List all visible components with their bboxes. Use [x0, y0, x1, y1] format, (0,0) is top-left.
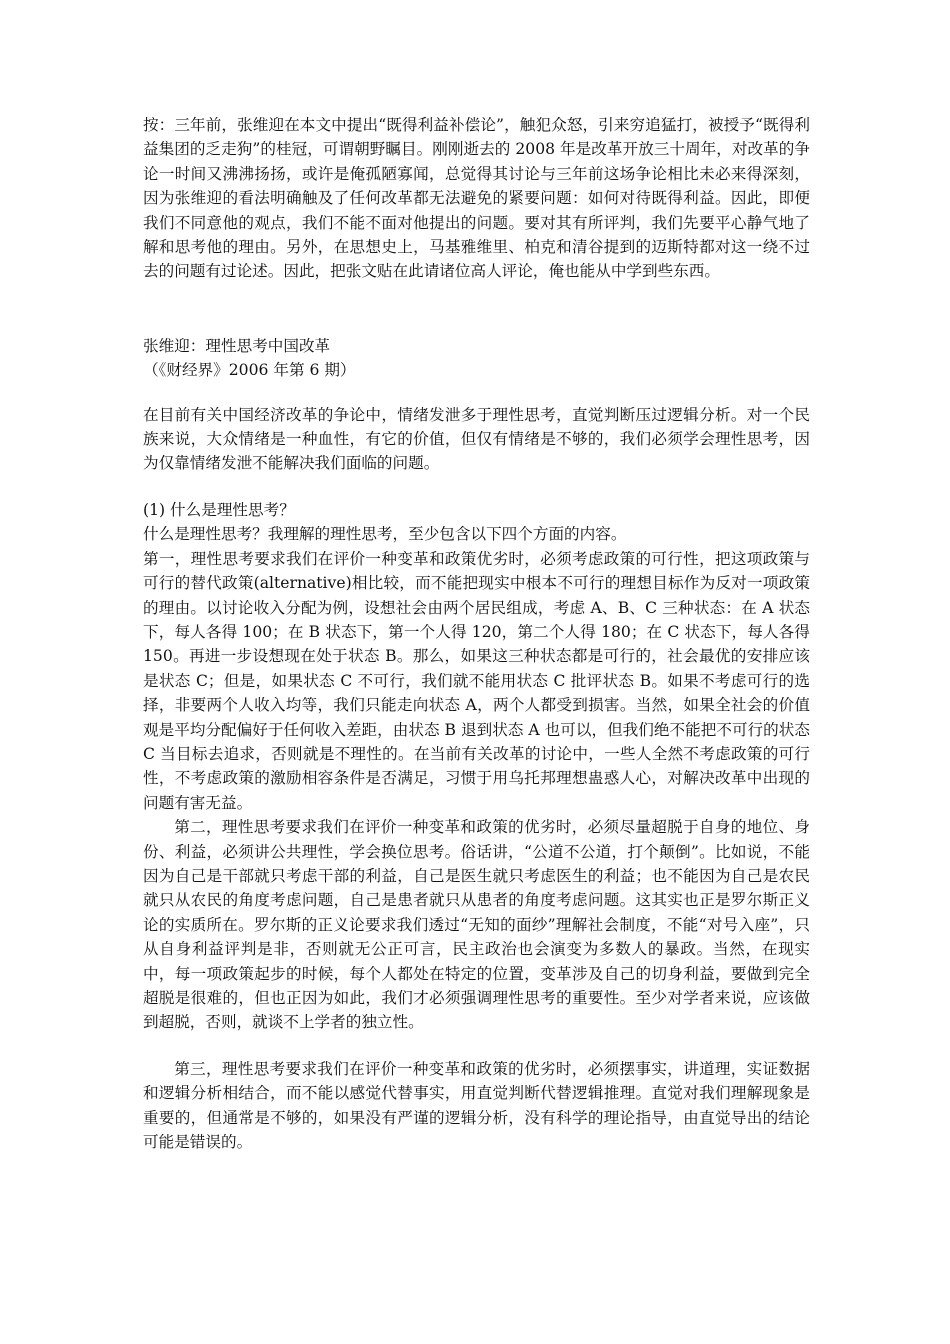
spacer: [143, 284, 810, 334]
section-lead: 什么是理性思考？我理解的理性思考，至少包含以下四个方面的内容。: [143, 525, 627, 544]
point-3-paragraph: 第三，理性思考要求我们在评价一种变革和政策的优劣时，必须摆事实，讲道理，实证数据和逻辑分析相结合，而不能以感觉代替事实，用直觉判断代替逻辑推理。直觉对我们理解现象是重要的，但通常是不够的，如果没有严谨的逻辑分析，没有科学的理论指导，由直觉导出的结论可能是错误的。: [143, 1059, 810, 1152]
article-source: （《财经界》2006 年第 6 期）: [143, 361, 356, 380]
point-1-paragraph: 第一，理性思考要求我们在评价一种变革和政策优劣时，必须考虑政策的可行性，把这项政策与可行的替代政策(alternative)相比较，而不能把现实中根本不可行的理想目标作为反对一项政策的理由。以讨论收入分配为例，设想社会由两个居民组成，考虑 A、B、C 三种状态：在 A 状态下，每人各得 100；在 B 状态下，第一个人得 120，第二个人得 180；在 C 状态下，每人各得 150。再进一步设想现在处于状态 B。那么，如果这三种状态都是可行的，社会最优的安排应该是状态 C；但是，如果状态 C 不可行，我们就不能用状态 C 批评状态 B。如果不考虑可行的选择，非要两个人收入均等，我们只能走向状态 A，两个人都受到损害。当然，如果全社会的价值观是平均分配偏好于任何收入差距，由状态 B 退到状态 A 也可以，但我们绝不能把不可行的状态 C 当目标去追求，否则就是不理性的。在当前有关改革的讨论中，一些人全然不考虑政策的可行性，不考虑政策的激励相容条件是否满足，习惯于用乌托邦理想蛊惑人心，对解决改革中出现的问题有害无益。: [143, 549, 810, 812]
editor-note: 按：三年前，张维迎在本文中提出“既得利益补偿论”，触犯众怒，引来穷追猛打，被授予“既得利益集团的乏走狗”的桂冠，可谓朝野瞩目。刚刚逝去的 2008 年是改革开放三十周年，对改革的争论一时间又沸沸扬扬，或许是俺孤陋寡闻，总觉得其讨论与三年前这场争论相比未必来得深刻，因为张维迎的看法明确触及了任何改革都无法避免的紧要问题：如何对待既得利益。因此，即便我们不同意他的观点，我们不能不面对他提出的问题。要对其有所评判，我们先要平心静气地了解和思考他的理由。另外，在思想史上，马基雅维里、柏克和清谷提到的迈斯特都对这一绕不过去的问题有过论述。因此，把张文贴在此请诸位高人评论，俺也能从中学到些东西。: [143, 116, 810, 281]
article-title: 张维迎：理性思考中国改革: [143, 336, 331, 355]
intro-paragraph: 在目前有关中国经济改革的争论中，情绪发泄多于理性思考，直觉判断压过逻辑分析。对一个民族来说，大众情绪是一种血性，有它的价值，但仅有情绪是不够的，我们必须学会理性思考，因为仅靠情绪发泄不能解决我们面临的问题。: [143, 405, 810, 473]
spacer: [143, 1035, 810, 1057]
point-2-paragraph: 第二，理性思考要求我们在评价一种变革和政策的优劣时，必须尽量超脱于自身的地位、身份、利益，必须讲公共理性，学会换位思考。俗话讲，“公道不公道，打个颠倒”。比如说，不能因为自己是干部就只考虑干部的利益，自己是医生就只考虑医生的利益；也不能因为自己是农民就只从农民的角度考虑问题，自己是患者就只从患者的角度考虑问题。这其实也正是罗尔斯正义论的实质所在。罗尔斯的正义论要求我们透过“无知的面纱”理解社会制度，不能“对号入座”，只从自身利益评判是非，否则就无公正可言，民主政治也会演变为多数人的暴政。当然，在现实中，每一项政策起步的时候，每个人都处在特定的位置，变革涉及自己的切身利益，要做到完全超脱是很难的，但也正因为如此，我们才必须强调理性思考的重要性。至少对学者来说，应该做到超脱，否则，就谈不上学者的独立性。: [143, 818, 810, 1032]
section-heading: (1) 什么是理性思考？: [143, 500, 295, 519]
spacer: [143, 476, 810, 498]
document-page: [143, 113, 810, 1154]
spacer: [143, 383, 810, 403]
